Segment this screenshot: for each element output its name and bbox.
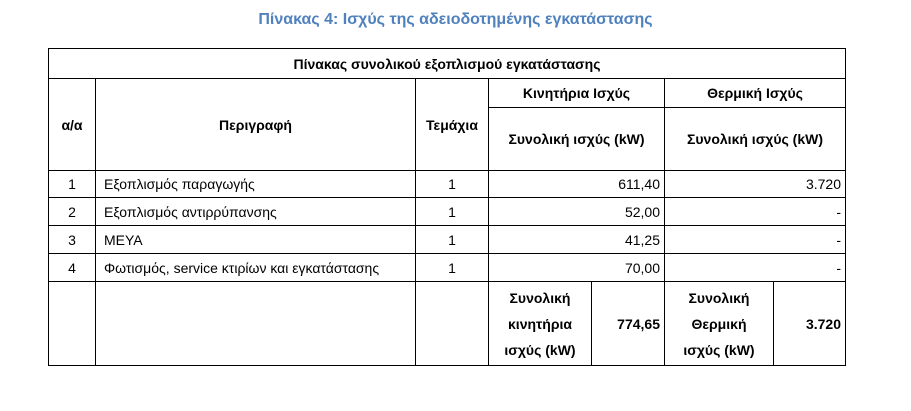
row-pieces: 1: [416, 226, 489, 254]
thermal-total-label-line: Συνολική: [688, 289, 750, 306]
table-row: [49, 171, 846, 198]
thermal-total-label-line: Θερμική: [691, 315, 747, 332]
motor-total-label-line: Συνολική: [509, 289, 571, 306]
motor-total-label: [489, 282, 592, 366]
table-caption: Πίνακας 4: Ισχύς της αδειοδοτημένης εγκατάστασης: [258, 11, 653, 28]
header-description: Περιγραφή: [96, 79, 416, 171]
table-title: Πίνακας συνολικού εξοπλισμού εγκατάστασης: [49, 49, 846, 79]
row-motor-power: 611,40: [489, 171, 665, 198]
table-title-row: [49, 49, 846, 79]
thermal-total-value: 3.720: [774, 282, 846, 366]
totals-empty-pieces: [416, 282, 489, 366]
table-row: [49, 254, 846, 282]
header-pieces: Τεμάχια: [416, 79, 489, 171]
totals-row: [49, 282, 846, 366]
table-row: [49, 226, 846, 254]
motor-total-label-line: κινητήρια: [508, 315, 572, 332]
header-row-1: [49, 79, 846, 108]
motor-total-label-line: ισχύς (kW): [504, 341, 576, 358]
equipment-table: [48, 48, 846, 366]
thermal-total-label-line: ισχύς (kW): [683, 341, 755, 358]
table-row: [49, 198, 846, 226]
row-pieces: 1: [416, 171, 489, 198]
row-description: ΜΕΥΑ: [96, 226, 416, 254]
row-motor-power: 70,00: [489, 254, 665, 282]
header-motor-power: Κινητήρια Ισχύς: [489, 79, 665, 108]
row-description: Εξοπλισμός αντιρρύπανσης: [96, 198, 416, 226]
thermal-total-label: [665, 282, 774, 366]
row-pieces: 1: [416, 198, 489, 226]
row-pieces: 1: [416, 254, 489, 282]
row-description: Φωτισμός, service κτιρίων και εγκατάστασης: [96, 254, 416, 282]
totals-empty-aa: [49, 282, 96, 366]
header-motor-total-kw: Συνολική ισχύς (kW): [489, 108, 665, 171]
row-motor-power: 41,25: [489, 226, 665, 254]
row-thermal-power: -: [665, 198, 846, 226]
row-thermal-power: -: [665, 226, 846, 254]
motor-total-value: 774,65: [592, 282, 665, 366]
row-aa: 3: [49, 226, 96, 254]
row-motor-power: 52,00: [489, 198, 665, 226]
row-aa: 1: [49, 171, 96, 198]
row-aa: 2: [49, 198, 96, 226]
row-description: Εξοπλισμός παραγωγής: [96, 171, 416, 198]
header-thermal-total-kw: Συνολική ισχύς (kW): [665, 108, 846, 171]
header-thermal-power: Θερμική Ισχύς: [665, 79, 846, 108]
row-thermal-power: 3.720: [665, 171, 846, 198]
row-thermal-power: -: [665, 254, 846, 282]
header-aa: α/α: [49, 79, 96, 171]
row-aa: 4: [49, 254, 96, 282]
totals-empty-description: [96, 282, 416, 366]
